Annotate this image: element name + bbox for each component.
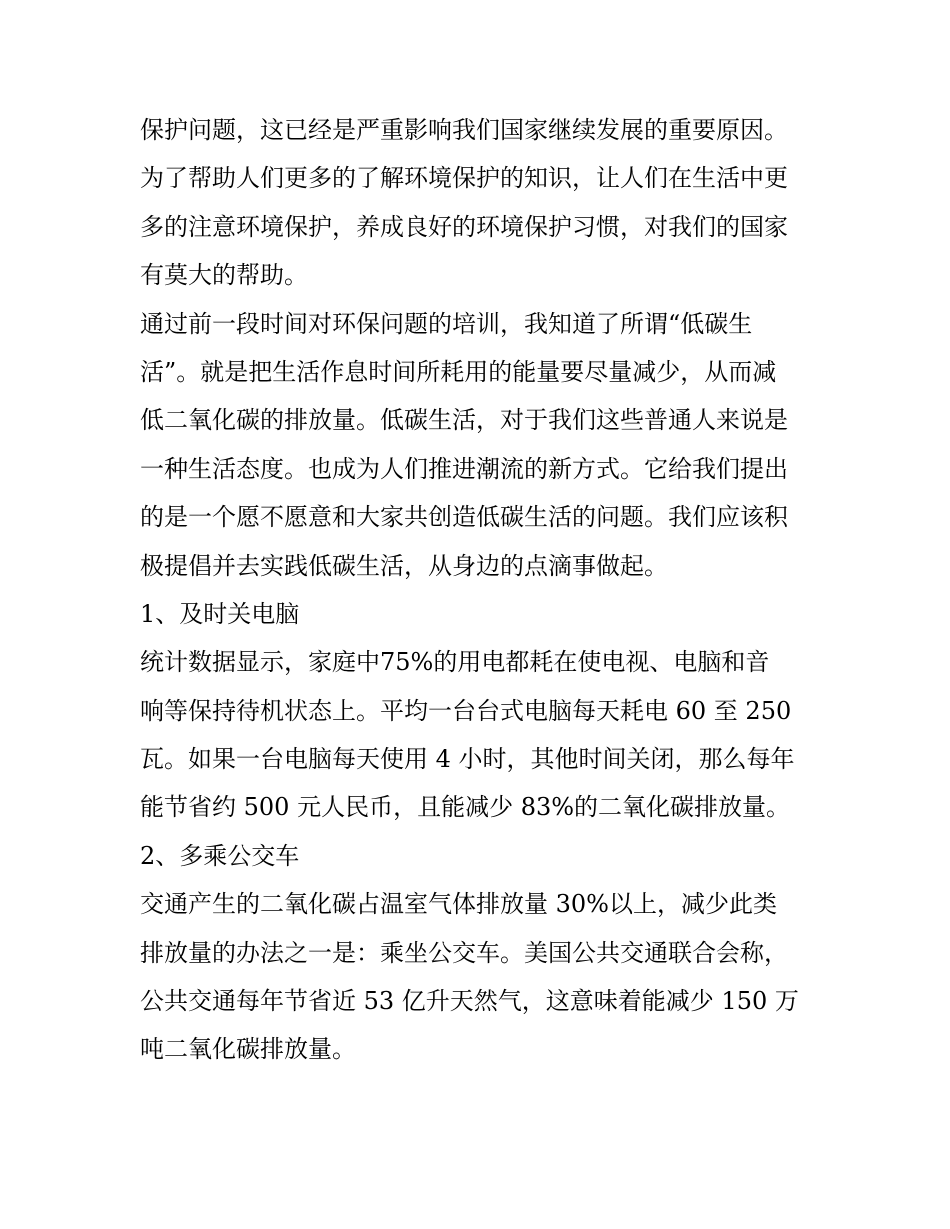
text-line: 能节省约 500 元人民币，且能减少 83%的二氧化碳排放量。 [140, 793, 791, 822]
text-line: 的是一个愿不愿意和大家共创造低碳生活的问题。我们应该积 [140, 503, 788, 532]
paragraph-computer-stats [140, 638, 820, 832]
document-body [140, 106, 820, 1074]
text-line: 极提倡并去实践低碳生活，从身边的点滴事做起。 [140, 551, 668, 580]
section-heading-turn-off-computer [140, 590, 820, 638]
text-line: 统计数据显示，家庭中75%的用电都耗在使电视、电脑和音 [140, 648, 770, 677]
heading-line: 1、及时关电脑 [140, 599, 300, 628]
paragraph-transport-stats [140, 880, 820, 1074]
text-line: 响等保持待机状态上。平均一台台式电脑每天耗电 60 至 250 [140, 696, 792, 725]
text-line: 瓦。如果一台电脑每天使用 4 小时，其他时间关闭，那么每年 [140, 745, 795, 774]
paragraph-env-protection-intro [140, 106, 820, 300]
text-line: 交通产生的二氧化碳占温室气体排放量 30%以上，减少此类 [140, 890, 777, 919]
text-line: 为了帮助人们更多的了解环境保护的知识，让人们在生活中更 [140, 164, 788, 193]
heading-line: 2、多乘公交车 [140, 841, 300, 870]
section-heading-take-bus [140, 832, 820, 880]
text-line: 一种生活态度。也成为人们推进潮流的新方式。它给我们提出 [140, 454, 788, 483]
text-line: 保护问题，这已经是严重影响我们国家继续发展的重要原因。 [140, 116, 788, 144]
paragraph-low-carbon-life [140, 300, 820, 590]
text-line: 排放量的办法之一是：乘坐公交车。美国公共交通联合会称， [140, 938, 788, 967]
text-line: 活”。就是把生活作息时间所耗用的能量要尽量减少，从而减 [140, 357, 777, 386]
text-line: 吨二氧化碳排放量。 [140, 1035, 356, 1064]
text-line: 通过前一段时间对环保问题的培训，我知道了所谓“低碳生 [140, 309, 753, 338]
text-line: 公共交通每年节省近 53 亿升天然气，这意味着能减少 150 万 [140, 987, 799, 1016]
text-line: 多的注意环境保护，养成良好的环境保护习惯，对我们的国家 [140, 212, 788, 241]
text-line: 低二氧化碳的排放量。低碳生活，对于我们这些普通人来说是 [140, 406, 788, 435]
text-line: 有莫大的帮助。 [140, 261, 308, 290]
